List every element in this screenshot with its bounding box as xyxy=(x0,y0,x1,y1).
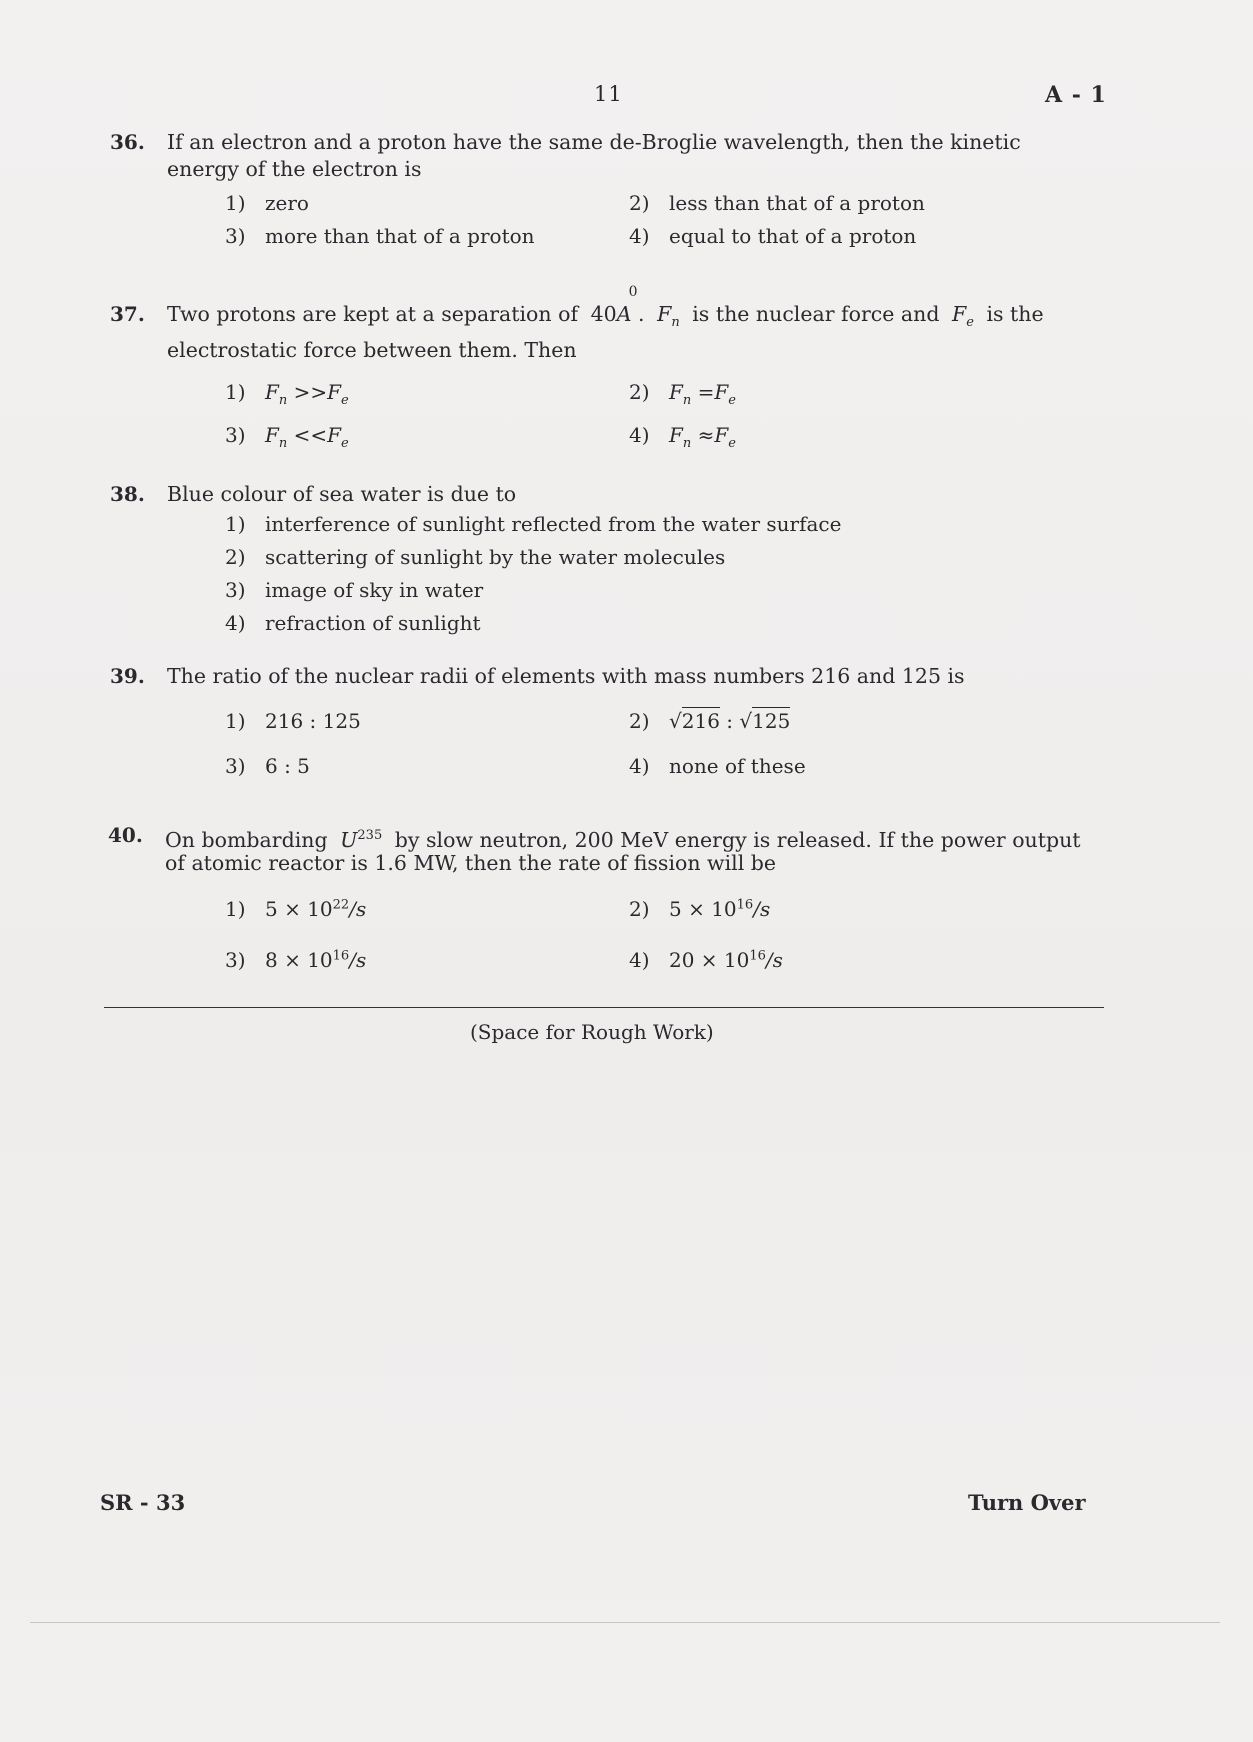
option-math xyxy=(669,423,736,451)
exponent: 16 xyxy=(749,948,766,964)
subscript: e xyxy=(728,393,736,408)
option-math xyxy=(265,380,349,408)
question-number: 40. xyxy=(108,823,143,847)
symbol: F xyxy=(327,423,342,447)
option-1 xyxy=(225,709,361,733)
turn-over-label: Turn Over xyxy=(968,1490,1086,1515)
option-number: 4) xyxy=(225,611,246,635)
option-4 xyxy=(225,611,481,635)
option-number: 2) xyxy=(629,191,650,215)
exponent: 16 xyxy=(332,948,350,964)
option-2 xyxy=(629,191,925,215)
paper-code: SR - 33 xyxy=(100,1490,186,1515)
option-text: refraction of sunlight xyxy=(265,611,481,635)
relation: ≈ xyxy=(697,423,715,447)
option-text: less than that of a proton xyxy=(669,191,925,215)
subscript: e xyxy=(341,436,349,451)
text-segment: is the nuclear force and xyxy=(692,302,940,326)
question-number: 38. xyxy=(110,482,145,506)
option-number: 2) xyxy=(629,897,650,921)
text-segment: On bombarding xyxy=(165,827,328,852)
symbol: F xyxy=(327,380,342,404)
exponent: 16 xyxy=(736,897,754,913)
text-segment: . xyxy=(638,302,645,326)
symbol: F xyxy=(657,302,672,326)
subscript: n xyxy=(682,436,692,451)
option-2 xyxy=(629,380,736,408)
series-code: A - 1 xyxy=(1045,82,1107,108)
option-3 xyxy=(225,224,535,248)
option-2 xyxy=(225,545,725,569)
option-text: scattering of sunlight by the water molecules xyxy=(265,545,726,569)
symbol: F xyxy=(714,423,729,447)
option-number: 2) xyxy=(629,709,650,733)
question-text: electrostatic force between them. Then xyxy=(167,338,577,362)
option-text: equal to that of a proton xyxy=(669,224,917,248)
rough-work-label: (Space for Rough Work) xyxy=(470,1020,714,1044)
option-math xyxy=(669,380,736,408)
superscript: 235 xyxy=(357,828,383,843)
subscript: e xyxy=(966,315,974,331)
option-number: 4) xyxy=(629,224,650,248)
option-number: 4) xyxy=(629,423,650,447)
value: 40 xyxy=(590,302,617,326)
separation-value xyxy=(590,284,638,329)
subscript: n xyxy=(278,436,288,451)
option-text: 6 : 5 xyxy=(265,754,310,778)
angstrom-mark: 0 xyxy=(628,284,638,300)
option-number: 3) xyxy=(225,224,246,248)
option-3 xyxy=(225,578,483,602)
relation: = xyxy=(697,380,715,404)
option-number: 1) xyxy=(225,191,246,215)
option-number: 3) xyxy=(225,754,246,778)
question-number: 37. xyxy=(110,302,145,326)
relation: >> xyxy=(293,380,328,404)
question-text: of atomic reactor is 1.6 MW, then the rate of fission will be xyxy=(165,851,777,875)
question-number: 39. xyxy=(110,664,145,688)
symbol: F xyxy=(669,380,683,404)
symbol: F xyxy=(265,380,279,404)
text-segment: by slow neutron, 200 MeV energy is released. If the power output xyxy=(394,827,1081,852)
exponent: 22 xyxy=(332,897,350,913)
option-4 xyxy=(629,224,916,248)
fn-symbol xyxy=(657,302,680,331)
option-text: zero xyxy=(265,191,309,215)
coefficient: 5 × 10 xyxy=(669,897,737,921)
option-math: √216 : √125 xyxy=(669,709,791,733)
question-text: energy of the electron is xyxy=(167,157,422,181)
coefficient: 8 × 10 xyxy=(265,948,333,972)
option-text: none of these xyxy=(669,754,806,778)
angstrom-unit: A xyxy=(616,302,632,326)
option-4 xyxy=(629,754,806,778)
question-number: 36. xyxy=(110,130,145,154)
subscript: e xyxy=(728,436,736,451)
unit: /s xyxy=(753,897,771,921)
option-math xyxy=(265,423,349,451)
option-number: 4) xyxy=(629,948,650,972)
coefficient: 5 × 10 xyxy=(265,897,333,921)
unit: /s xyxy=(349,948,367,972)
option-number: 3) xyxy=(225,578,246,602)
option-1 xyxy=(225,380,349,408)
option-number: 2) xyxy=(225,545,246,569)
option-number: 1) xyxy=(225,709,246,733)
option-text: interference of sunlight reflected from the water surface xyxy=(265,512,842,536)
relation: << xyxy=(293,423,328,447)
option-2 xyxy=(629,897,770,921)
option-2 xyxy=(629,709,790,733)
option-text: image of sky in water xyxy=(265,578,484,602)
option-1 xyxy=(225,897,366,921)
symbol: F xyxy=(669,423,683,447)
option-number: 1) xyxy=(225,512,246,536)
question-text: The ratio of the nuclear radii of elements with mass numbers 216 and 125 is xyxy=(167,664,965,688)
unit: /s xyxy=(349,897,367,921)
symbol: F xyxy=(951,302,967,326)
option-number: 2) xyxy=(629,380,650,404)
question-text: Blue colour of sea water is due to xyxy=(167,482,517,506)
option-number: 4) xyxy=(629,754,650,778)
option-4 xyxy=(629,948,783,972)
option-3 xyxy=(225,754,310,778)
option-number: 3) xyxy=(225,423,246,447)
question-text: If an electron and a proton have the same de-Broglie wavelength, then the kinetic xyxy=(167,130,1021,154)
option-4 xyxy=(629,423,736,451)
unit: /s xyxy=(765,948,783,972)
fe-symbol xyxy=(951,302,974,331)
text-segment: Two protons are kept at a separation of xyxy=(167,302,579,326)
subscript: n xyxy=(682,393,692,408)
symbol: U xyxy=(340,827,358,852)
radicand: 216 xyxy=(681,709,720,733)
option-number: 1) xyxy=(225,380,246,404)
symbol: F xyxy=(265,423,279,447)
text-segment: is the xyxy=(986,302,1044,326)
page-edge-line xyxy=(30,1622,1220,1623)
option-text: more than that of a proton xyxy=(265,224,535,248)
symbol: F xyxy=(714,380,729,404)
subscript: e xyxy=(341,393,349,408)
subscript: n xyxy=(671,315,680,331)
question-text xyxy=(167,284,1044,337)
coefficient: 20 × 10 xyxy=(669,948,750,972)
option-1 xyxy=(225,512,841,536)
option-number: 1) xyxy=(225,897,246,921)
rough-work-divider xyxy=(104,1007,1104,1008)
separator: : xyxy=(719,709,740,733)
option-3 xyxy=(225,948,366,972)
option-1 xyxy=(225,191,309,215)
option-3 xyxy=(225,423,349,451)
option-text: 216 : 125 xyxy=(265,709,361,733)
radicand: 125 xyxy=(752,709,791,733)
page-number: 11 xyxy=(594,82,623,106)
subscript: n xyxy=(278,393,288,408)
option-number: 3) xyxy=(225,948,246,972)
